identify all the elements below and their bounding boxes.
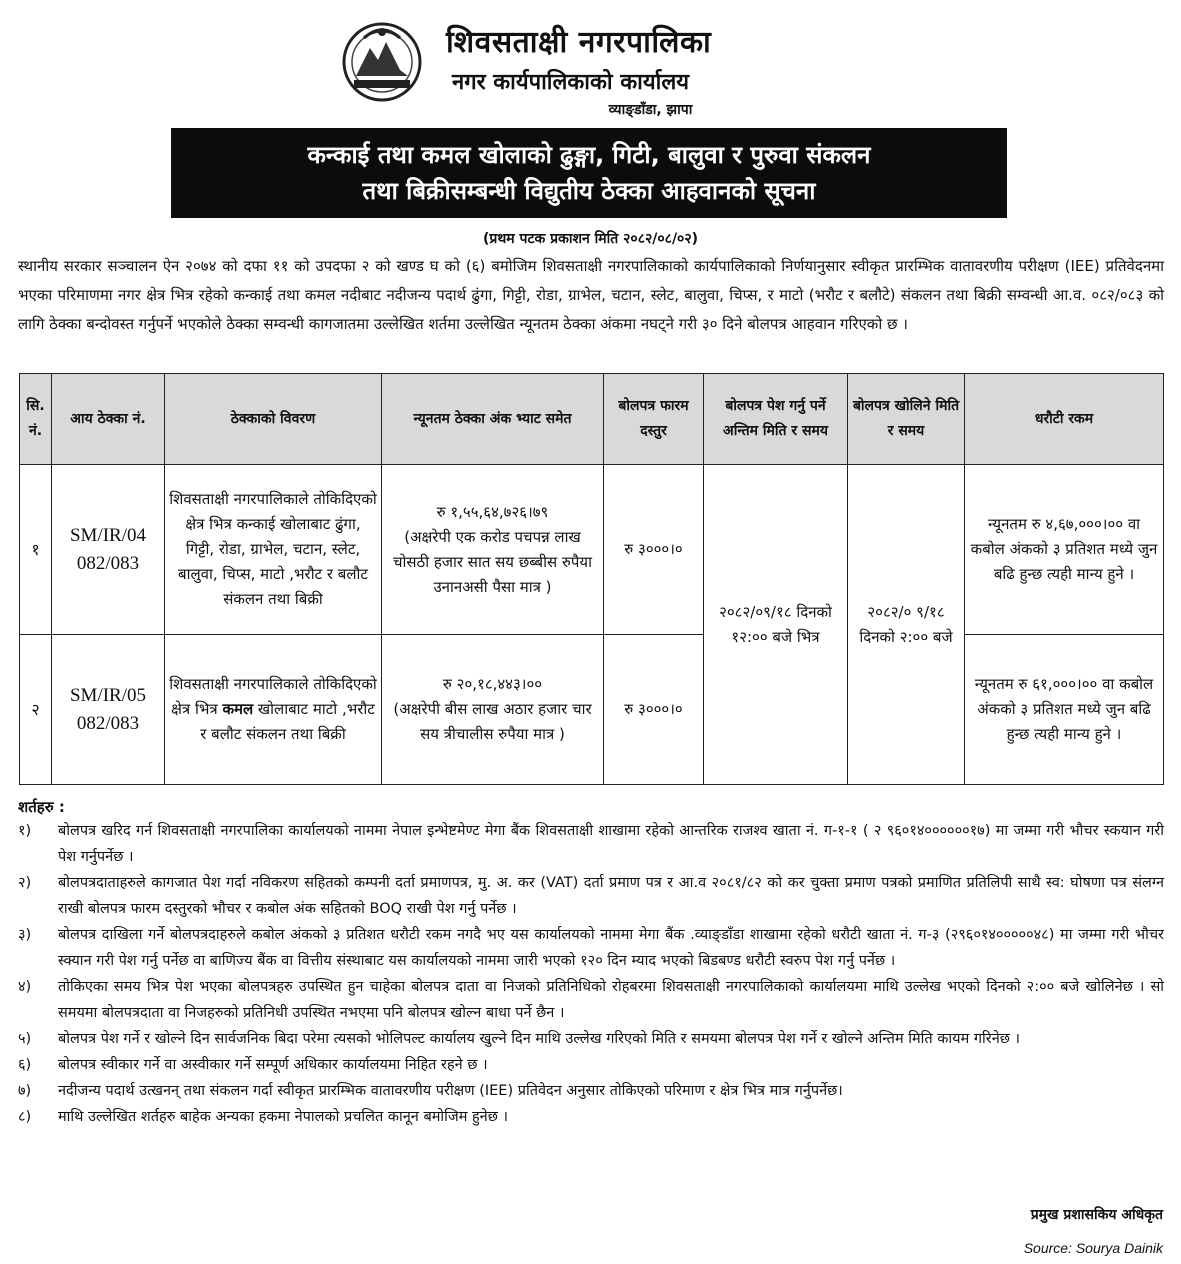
term-item bbox=[18, 1078, 1164, 1104]
row-deposit: न्यूनतम रु ६१,०००।०० वा कबोल अंकको ३ प्रतिशत मध्ये जुन बढि हुन्छ त्यही मान्य हुने । bbox=[965, 635, 1164, 785]
row-form-fee: रु ३०००।० bbox=[604, 465, 704, 635]
bid-table bbox=[19, 373, 1164, 785]
term-number: ४) bbox=[18, 979, 32, 995]
signatory-title: प्रमुख प्रशासकिय अधिकृत bbox=[1030, 1207, 1163, 1223]
source-credit: Source: Sourya Dainik bbox=[1023, 1240, 1163, 1256]
title-line-2: तथा बिक्रीसम्बन्धी विद्युतीय ठेक्का आहवानको सूचना bbox=[362, 177, 816, 205]
term-text: नदीजन्य पदार्थ उत्खनन् तथा संकलन गर्दा स्वीकृत प्रारम्भिक वातावरणीय परीक्षण (IEE) प्रतिवेदन अनुसार तोकिएको परिमाण र क्षेत्र भित्र मात्र गर्नुपर्नेछ। bbox=[58, 1083, 843, 1099]
contract-year: 082/083 bbox=[76, 712, 140, 734]
row-contract-no bbox=[52, 635, 165, 785]
term-text: माथि उल्लेखित शर्तहरु बाहेक अन्यका हकमा नेपालको प्रचलित कानून बमोजिम हुनेछ । bbox=[58, 1109, 508, 1125]
office-name: नगर कार्यपालिकाको कार्यालय bbox=[452, 70, 689, 95]
term-number: ६) bbox=[18, 1057, 32, 1073]
row-min-amount bbox=[382, 465, 604, 635]
row-contract-no bbox=[52, 465, 165, 635]
min-amount-words: (अक्षरेपी एक करोड पचपन्न लाख चोसठी हजार सात सय छब्बीस रुपैया उनानअसी पैसा मात्र ) bbox=[393, 527, 592, 596]
description-text: शिवसताक्षी नगरपालिकाले तोकिदिएको क्षेत्र भित्र bbox=[169, 675, 377, 718]
term-text: बोलपत्र खरिद गर्न शिवसताक्षी नगरपालिका कार्यालयको नाममा नेपाल इन्भेष्टमेण्ट मेगा बैंक शिवसताक्षी शाखामा रहेको आन्तरिक राजश्व खाता नं. ग-१-१ ( २ ९६०१४००००००१७) मा जम्मा गरी भौचर स्कयान गरी पेश गर्नुपर्नेछ । bbox=[58, 823, 1164, 865]
row-min-amount bbox=[382, 635, 604, 785]
notice-title bbox=[171, 128, 1007, 218]
term-text: बोलपत्र पेश गर्ने र खोल्ने दिन सार्वजनिक बिदा परेमा त्यसको भोलिपल्ट कार्यालय खुल्ने दिन माथि उल्लेख गरिएको मिति र समयमा बोलपत्र पेश गर्ने र खोल्ने अन्तिम मिति कायम गरिनेछ । bbox=[58, 1031, 1021, 1047]
publication-date: (प्रथम पटक प्रकाशन मिति २०८२/०८/०२) bbox=[482, 231, 699, 247]
term-item bbox=[18, 922, 1164, 974]
min-amount-figure: रु १,५५,६४,७२६।७९ bbox=[436, 502, 549, 521]
contract-code: SM/IR/05 bbox=[69, 684, 147, 706]
term-number: १) bbox=[18, 823, 32, 839]
term-number: २) bbox=[18, 875, 32, 891]
table-header-row bbox=[20, 374, 1164, 465]
term-number: ३) bbox=[18, 927, 32, 943]
col-header-sn: सि. नं. bbox=[20, 374, 52, 465]
terms-list bbox=[18, 818, 1164, 1130]
title-line-1: कन्काई तथा कमल खोलाको ढुङ्गा, गिटी, बालुवा र पुरुवा संकलन bbox=[307, 141, 871, 169]
office-location: व्याङ्डाँडा, झापा bbox=[608, 102, 693, 118]
term-item bbox=[18, 1026, 1164, 1052]
col-header-contract-no: आय ठेक्का नं. bbox=[52, 374, 165, 465]
col-header-deposit: धरौटी रकम bbox=[965, 374, 1164, 465]
contract-year: 082/083 bbox=[76, 552, 140, 574]
term-number: ७) bbox=[18, 1083, 32, 1099]
intro-paragraph: स्थानीय सरकार सञ्चालन ऐन २०७४ को दफा ११ को उपदफा २ को खण्ड घ को (६) बमोजिम शिवसताक्षी नगरपालिकाको कार्यपालिकाको निर्णयानुसार स्वीकृत प्रारम्भिक वातावरणीय परीक्षण (IEE) प्रतिवेदनमा भएका परिमाणमा नगर क्षेत्र भित्र रहेको कन्काई तथा कमल नदीबाट नदीजन्य पदार्थ ढुंगा, गिट्टी, रोडा, ग्राभेल, चटान, स्लेट, बालुवा, चिप्स, र माटो (भरौट र बलौटे) संकलन तथा बिक्री सम्वन्धी आ.व. ०८२/०८३ को लागि ठेक्का बन्दोवस्त गर्नुपर्ने भएकोले ठेक्का सम्वन्धी कागजातमा उल्लेखित शर्तमा उल्लेखित न्यूनतम ठेक्का अंकमा नघट्ने गरी ३० दिने बोलपत्र आहवान गरिएको छ । bbox=[18, 257, 1164, 333]
term-number: ५) bbox=[18, 1031, 32, 1047]
contract-code: SM/IR/04 bbox=[69, 524, 147, 546]
col-header-min-amount: न्यूनतम ठेक्का अंक भ्याट समेत bbox=[382, 374, 604, 465]
header bbox=[0, 10, 1181, 122]
col-header-deadline: बोलपत्र पेश गर्नु पर्ने अन्तिम मिति र समय bbox=[704, 374, 848, 465]
col-header-opening: बोलपत्र खोलिने मिति र समय bbox=[848, 374, 965, 465]
term-text: बोलपत्र स्वीकार गर्ने वा अस्वीकार गर्ने सम्पूर्ण अधिकार कार्यालयमा निहित रहने छ । bbox=[58, 1057, 488, 1073]
row-description bbox=[165, 635, 382, 785]
row-description: शिवसताक्षी नगरपालिकाले तोकिदिएको क्षेत्र भित्र कन्काई खोलाबाट ढुंगा, गिट्टी, रोडा, ग्राभेल, चटान, स्लेट, बालुवा, चिप्स, माटो ,भरौट र बलौट संकलन तथा बिक्री bbox=[165, 465, 382, 635]
row-form-fee: रु ३०००।० bbox=[604, 635, 704, 785]
terms-heading: शर्तहरु : bbox=[18, 798, 65, 816]
nepal-emblem-icon bbox=[334, 18, 430, 104]
term-text: बोलपत्रदाताहरुले कागजात पेश गर्दा नविकरण सहितको कम्पनी दर्ता प्रमाणपत्र, मु. अ. कर (VAT) दर्ता प्रमाण पत्र र आ.व २०८१/८२ को कर चुक्ता प्रमाण पत्रको प्रमाणित प्रतिलिपी साथै स्व: घोषणा पत्र संलग्न राखी बोलपत्र फारम दस्तुरको भौचर र कबोल अंक सहितको BOQ राखी पेश गर्नु पर्नेछ । bbox=[58, 875, 1164, 917]
submission-deadline: २०८२/०९/१८ दिनको १२:०० बजे भित्र bbox=[704, 465, 848, 785]
term-item bbox=[18, 870, 1164, 922]
description-bold: कमल bbox=[222, 700, 254, 718]
term-item bbox=[18, 1052, 1164, 1078]
col-header-description: ठेक्काको विवरण bbox=[165, 374, 382, 465]
term-item bbox=[18, 1104, 1164, 1130]
table-row bbox=[20, 635, 1164, 785]
min-amount-words: (अक्षरेपी बीस लाख अठार हजार चार सय त्रीचालीस रुपैया मात्र ) bbox=[393, 700, 592, 743]
row-sn: २ bbox=[20, 635, 52, 785]
term-item bbox=[18, 818, 1164, 870]
term-text: तोकिएका समय भित्र पेश भएका बोलपत्रहरु उपस्थित हुन चाहेका बोलपत्र दाता वा निजको प्रतिनिधिको रोहबरमा शिवसताक्षी नगरपालिकाको कार्यालयमा माथि उल्लेख भएको दिनको २:०० बजे खोलिनेछ । सो समयमा बोलपत्रदाता वा निजहरुको प्रतिनिधी उपस्थित नभएमा पनि बोलपत्र खोल्न बाधा पर्ने छैन । bbox=[58, 979, 1164, 1021]
table-row bbox=[20, 465, 1164, 635]
col-header-form-fee: बोलपत्र फारम दस्तुर bbox=[604, 374, 704, 465]
min-amount-figure: रु २०,१८,४४३।०० bbox=[442, 675, 543, 693]
row-sn: १ bbox=[20, 465, 52, 635]
org-name: शिवसताक्षी नगरपालिका bbox=[446, 25, 712, 60]
term-text: बोलपत्र दाखिला गर्ने बोलपत्रदाहरुले कबोल अंकको ३ प्रतिशत धरौटी रकम नगदै भए यस कार्यालयको नाममा मेगा बैंक .व्याङ्डाँडा शाखामा रहेको धरौटी खाता नं. ग-३ (२९६०१४०००००४८) मा जम्मा गरी भौचर स्क्यान गरी पेश गर्नु पर्नेछ वा बाणिज्य बैंक वा वित्तीय संस्थाबाट यस कार्यालयको नाममा जारी भएको १२० दिन म्याद भएको बिडबण्ड धरौटी स्वरुप पेश गर्नु पर्नेछ । bbox=[58, 927, 1164, 969]
term-item bbox=[18, 974, 1164, 1026]
row-deposit: न्यूनतम रु ४,६७,०००।०० वा कबोल अंकको ३ प्रतिशत मध्ये जुन बढि हुन्छ त्यही मान्य हुने । bbox=[965, 465, 1164, 635]
opening-date: २०८२/० ९/१८ दिनको २:०० बजे bbox=[848, 465, 965, 785]
term-number: ८) bbox=[18, 1109, 32, 1125]
description-text: खोलाबाट माटो ,भरौट र बलौट संकलन तथा बिक्री bbox=[200, 700, 375, 743]
